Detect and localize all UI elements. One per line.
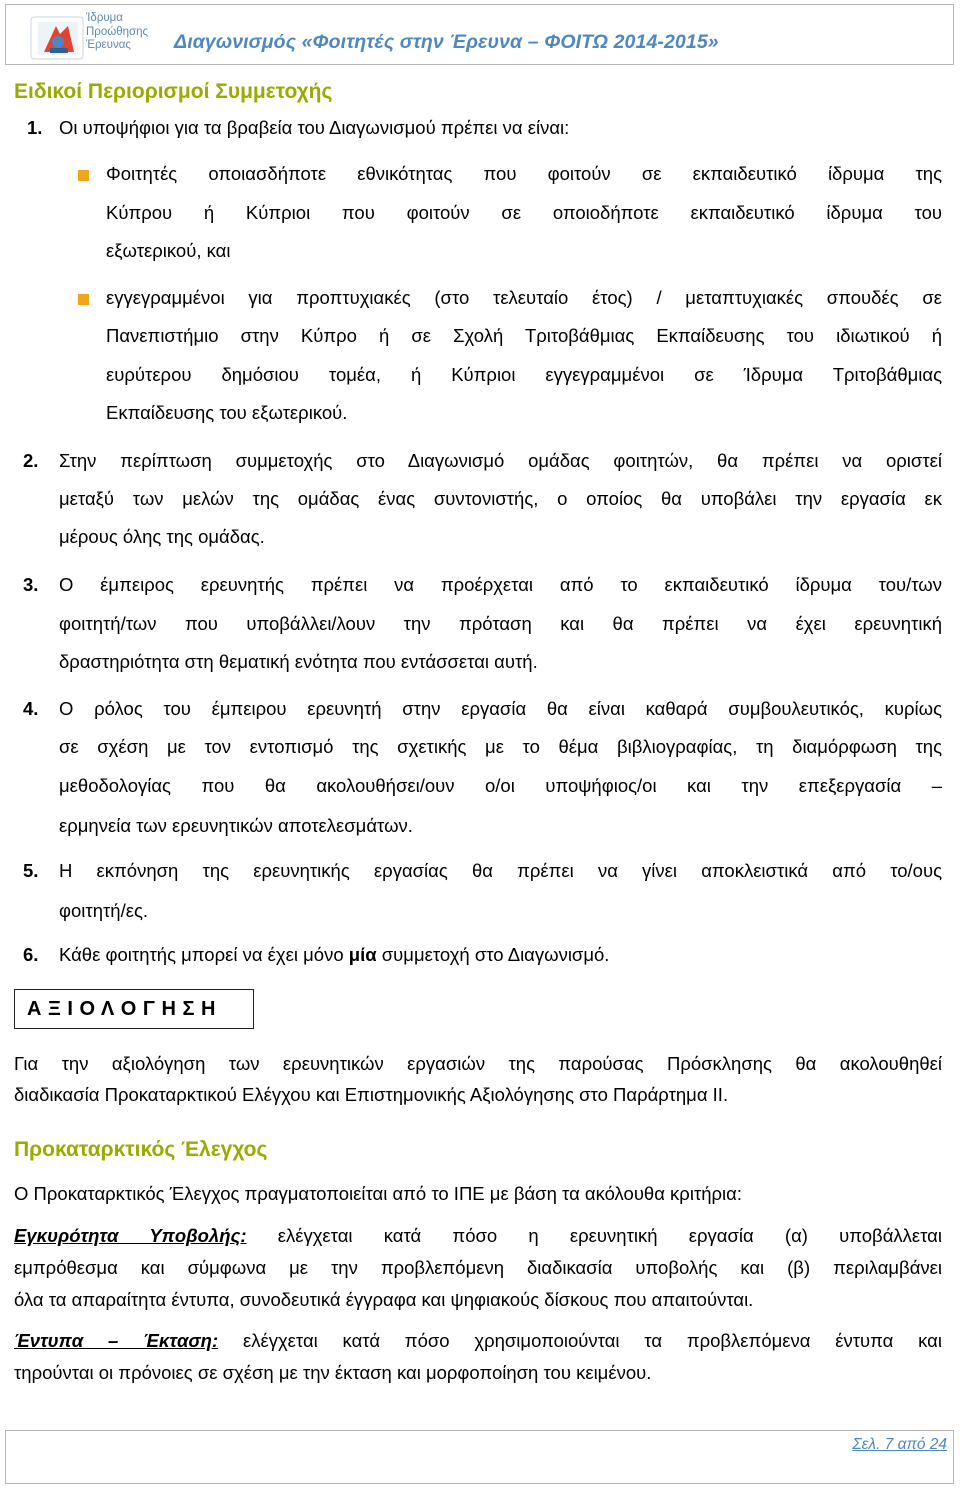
criterion2-line: τηρούνται οι πρόνοιες σε σχέση με την έκταση και μορφοποίηση του κειμένου.: [14, 1362, 652, 1383]
criterion2-line: [14, 1330, 942, 1352]
item1-intro: Οι υποψήφιοι για τα βραβεία του Διαγωνισμού πρέπει να είναι:: [59, 117, 570, 138]
item-number: 5.: [23, 860, 39, 881]
criterion1-line: [14, 1225, 942, 1247]
bullet1-line: εξωτερικού, και: [106, 240, 231, 261]
item4-line: ερμηνεία των ερευνητικών αποτελεσμάτων.: [59, 815, 413, 836]
page-footer: [5, 1430, 954, 1484]
item5-line: Η εκπόνηση της ερευνητικής εργασίας θα πρέπει να γίνει αποκλειστικά από το/ους: [59, 860, 942, 881]
logo-text: [86, 12, 148, 53]
bullet2-line: εγγεγραμμένοι για προπτυχιακές (στο τελευταίο έτος) / μεταπτυχιακές σπουδές σε: [106, 287, 942, 308]
criterion1-line: όλα τα απαραίτητα έντυπα, συνοδευτικά έγγραφα και ψηφιακούς δίσκους που απαιτούνται.: [14, 1289, 754, 1310]
item3-line: δραστηριότητα στη θεματική ενότητα που εντάσσεται αυτή.: [59, 651, 538, 672]
bullet2-line: Εκπαίδευσης του εξωτερικού.: [106, 402, 348, 423]
logo-line: Προώθησης: [86, 25, 149, 38]
evaluation-line: Για την αξιολόγηση των ερευνητικών εργασιών της παρούσας Πρόσκλησης θα ακολουθηθεί: [14, 1053, 942, 1074]
item6-line: [59, 944, 609, 966]
item3-line: Ο έμπειρος ερευνητής πρέπει να προέρχεται από το εκπαιδευτικό ίδρυμα του/των: [59, 574, 942, 595]
item4-line: μεθοδολογίας που θα ακολουθήσει/ουν ο/οι υποψήφιος/οι και την επεξεργασία –: [59, 775, 942, 796]
preliminary-intro: Ο Προκαταρκτικός Έλεγχος πραγματοποιείται από το ΙΠΕ με βάση τα ακόλουθα κριτήρια:: [14, 1183, 743, 1204]
criterion2-text: ελέγχεται κατά πόσο χρησιμοποιούνται τα προβλεπόμενα έντυπα και: [218, 1330, 942, 1351]
item4-line: σε σχέση με τον εντοπισμό της σχετικής με το θέμα βιβλιογραφίας, τη διαμόρφωση της: [59, 736, 942, 757]
evaluation-heading-box: [14, 989, 254, 1029]
item2-line: μέρους όλης της ομάδας.: [59, 526, 265, 547]
item4-line: Ο ρόλος του έμπειρου ερευνητή στην εργασία θα είναι καθαρά συμβουλευτικός, κυρίως: [59, 698, 942, 719]
criterion1-line: εμπρόθεσμα και σύμφωνα με την προβλεπόμενη διαδικασία υποβολής και (β) περιλαμβάνει: [14, 1257, 942, 1278]
page-header: [5, 4, 954, 65]
item-number: 1.: [27, 117, 43, 138]
logo-line: Ίδρυμα: [86, 12, 123, 24]
evaluation-heading: Α Ξ Ι Ο Λ Ο Γ Η Σ Η: [27, 998, 217, 1020]
evaluation-line: διαδικασία Προκαταρκτικού Ελέγχου και Επιστημονικής Αξιολόγησης στο Παράρτημα ΙΙ.: [14, 1084, 729, 1105]
item-number: 4.: [23, 698, 39, 719]
item-number: 3.: [23, 574, 39, 595]
item-number: 6.: [23, 944, 39, 965]
item6-text: Κάθε φοιτητής μπορεί να έχει μόνο: [59, 944, 349, 965]
bullet2-line: Πανεπιστήμιο στην Κύπρο ή σε Σχολή Τριτοβάθμιας Εκπαίδευσης του ιδιωτικού ή: [106, 325, 942, 346]
item6-emphasis: μία: [348, 944, 377, 965]
criterion1-heading: Εγκυρότητα Υποβολής:: [14, 1225, 247, 1246]
criterion1-text: ελέγχεται κατά πόσο η ερευνητική εργασία (α) υποβάλλεται: [246, 1225, 942, 1246]
item-number: 2.: [23, 450, 39, 471]
section-title-restrictions: Ειδικοί Περιορισμοί Συμμετοχής: [14, 80, 333, 103]
item6-text: συμμετοχή στο Διαγωνισμό.: [376, 944, 610, 965]
bullet2-line: ευρύτερου δημόσιου τομέα, ή Κύπριοι εγγεγραμμένοι σε Ίδρυμα Τριτοβάθμιας: [106, 364, 942, 385]
item3-line: φοιτητή/των που υποβάλλει/λουν την πρόταση και θα πρέπει να έχει ερευνητική: [59, 613, 942, 634]
criterion2-heading: Έντυπα – Έκταση:: [14, 1330, 219, 1351]
section-title-preliminary: Προκαταρκτικός Έλεγχος: [14, 1138, 268, 1161]
bullet1-line: Κύπρου ή Κύπριοι που φοιτούν σε οποιοδήποτε εκπαιδευτικό ίδρυμα του: [106, 202, 942, 223]
page-number-link[interactable]: Σελ. 7 από 24: [852, 1436, 947, 1453]
bullet1-line: Φοιτητές οποιασδήποτε εθνικότητας που φοιτούν σε εκπαιδευτικό ίδρυμα της: [106, 163, 942, 184]
item2-line: Στην περίπτωση συμμετοχής στο Διαγωνισμό ομάδας φοιτητών, θα πρέπει να οριστεί: [59, 450, 942, 471]
item5-line: φοιτητή/ες.: [59, 900, 149, 921]
bullet-icon: [78, 170, 89, 181]
bullet-icon: [78, 294, 89, 305]
item2-line: μεταξύ των μελών της ομάδας ένας συντονιστής, ο οποίος θα υποβάλει την εργασία εκ: [59, 488, 942, 509]
header-title: Διαγωνισμός «Φοιτητές στην Έρευνα – ΦΟΙΤΩ 2014-2015»: [174, 31, 719, 53]
logo-line: Έρευνας: [86, 39, 131, 51]
